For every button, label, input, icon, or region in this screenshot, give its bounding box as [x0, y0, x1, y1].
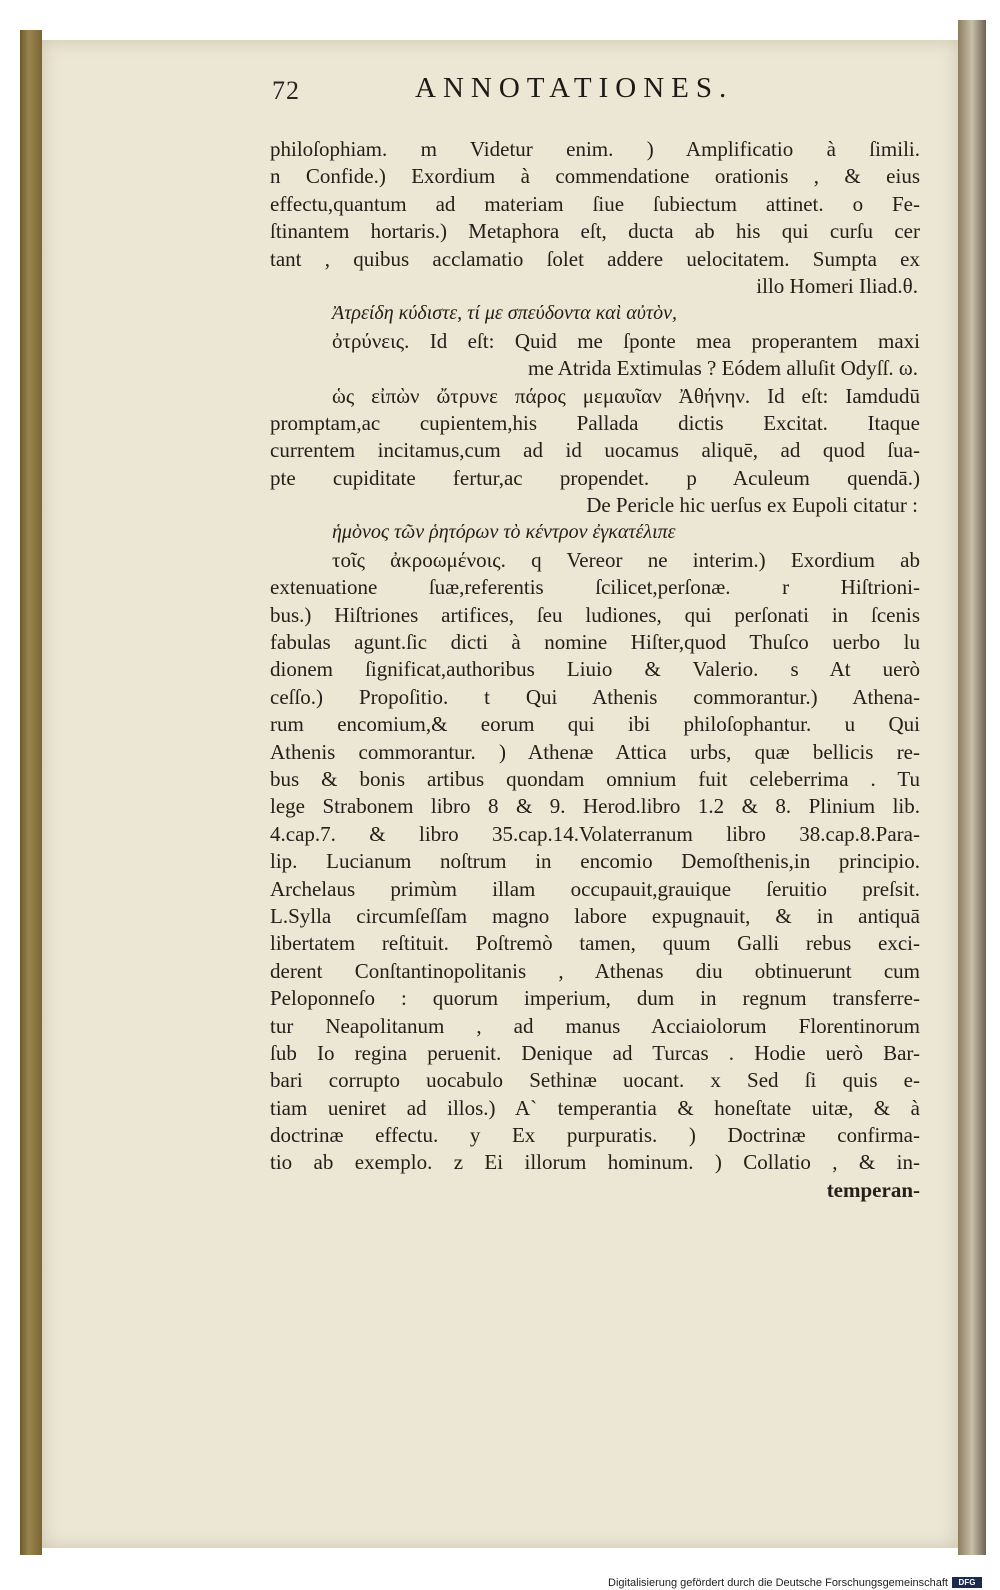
text-line: n Confide.) Exordium à commendatione orationis , & eius	[270, 164, 920, 189]
text-line: tur Neapolitanum , ad manus Acciaiolorum Florentinorum	[270, 1013, 920, 1038]
text-line: promptam,ac cupientem,his Pallada dictis Excitat. Itaque	[270, 410, 920, 435]
text-line: dionem ſignificat,authoribus Liuio & Valerio. s At uerò	[270, 657, 920, 682]
text-line: L.Sylla circumſeſſam magno labore expugnauit, & in antiquā	[270, 903, 920, 928]
book-edge-right	[958, 20, 986, 1555]
text-line: libertatem reſtituit. Poſtremò tamen, quum Galli rebus exci-	[270, 931, 920, 956]
text-line: philoſophiam. m Videtur enim. ) Amplificatio à ſimili.	[270, 137, 920, 161]
page-number: 72	[272, 76, 300, 105]
catchword: temperan-	[826, 1177, 920, 1202]
text-line: me Atrida Extimulas ? Eódem alluſit Odyſſ. ω.	[527, 356, 918, 381]
text-line: Ἀτρείδη κύδιστε, τί με σπεύδοντα καὶ αὐτὸν,	[332, 302, 677, 325]
text-line: ceſſo.) Propoſitio. t Qui Athenis commorantur.) Athena-	[270, 684, 920, 709]
text-line: pte cupiditate fertur,ac propendet. p Aculeum quendā.)	[270, 465, 920, 490]
text-line: Archelaus primùm illam occupauit,grauique ſeruitio preſsit.	[270, 876, 920, 901]
text-line: De Pericle hic uerſus ex Eupoli citatur :	[586, 493, 918, 518]
footer-credit: Digitalisierung gefördert durch die Deutsche Forschungsgemeinschaft	[608, 1577, 948, 1589]
text-line: illo Homeri Iliad.θ.	[756, 273, 918, 298]
text-line: tiam ueniret ad illos.) A` temperantia & honeſtate uitæ, & à	[270, 1095, 920, 1120]
text-line: lege Strabonem libro 8 & 9. Herod.libro 1.2 & 8. Plinium lib.	[270, 794, 920, 819]
text-line: lip. Lucianum noſtrum in encomio Demoſthenis,in principio.	[270, 849, 920, 874]
text-line: derent Conſtantinopolitanis , Athenas diu obtinuerunt cum	[270, 958, 920, 983]
text-line: fabulas agunt.ſic dicti à nomine Hiſter,quod Thuſco uerbo lu	[270, 630, 920, 655]
text-block	[270, 136, 920, 1204]
running-title: ANNOTATIONES.	[415, 72, 734, 104]
text-line: ſtinantem hortaris.) Metaphora eſt, ducta ab his qui curſu cer	[270, 219, 920, 244]
book-edge-left	[20, 30, 42, 1555]
text-line: currentem incitamus,cum ad id uocamus aliquē, ad quod ſua-	[270, 438, 920, 463]
text-line: bus & bonis artibus quondam omnium fuit celeberrima . Tu	[270, 766, 920, 791]
text-line: rum encomium,& eorum qui ibi philoſophantur. u Qui	[270, 712, 920, 737]
text-line: tio ab exemplo. z Ei illorum hominum. ) Collatio , & in-	[270, 1150, 920, 1175]
text-line: τοῖς ἀκροωμένοις. q Vereor ne interim.) Exordium ab	[332, 547, 920, 572]
text-line: doctrinæ effectu. y Ex purpuratis. ) Doctrinæ confirma-	[270, 1123, 920, 1148]
text-line: ὀτρύνεις. Id eſt: Quid me ſponte mea properantem maxi	[332, 328, 920, 353]
text-line: bari corrupto uocabulo Sethinæ uocant. x Sed ſi quis e-	[270, 1068, 920, 1093]
text-line: ἡμὸνος τῶν ῥητόρων τὸ κέντρον ἐγκατέλιπε	[332, 521, 676, 544]
dfg-logo: DFG	[952, 1577, 982, 1588]
text-line: ſub Io regina peruenit. Denique ad Turcas . Hodie uerò Bar-	[270, 1040, 920, 1065]
text-line: effectu,quantum ad materiam ſiue ſubiectum attinet. o Fe-	[270, 191, 920, 216]
text-line: bus.) Hiſtriones artifices, ſeu ludiones, qui perſonati in ſcenis	[270, 602, 920, 627]
text-line: tant , quibus acclamatio ſolet addere uelocitatem. Sumpta ex	[270, 246, 920, 271]
text-line: Athenis commorantur. ) Athenæ Attica urbs, quæ bellicis re-	[270, 739, 920, 764]
digitization-footer	[0, 1576, 1000, 1590]
page-header	[230, 68, 790, 108]
text-line: Peloponneſo : quorum imperium, dum in regnum transferre-	[270, 986, 920, 1011]
text-line: ὡς εἰπὼν ὤτρυνε πάρος μεμαυῖαν Ἀθήνην. Id eſt: Iamdudū	[332, 383, 920, 408]
text-line: 4.cap.7. & libro 35.cap.14.Volaterranum libro 38.cap.8.Para-	[270, 821, 920, 846]
text-line: extenuatione ſuæ,referentis ſcilicet,perſonæ. r Hiſtrioni-	[270, 575, 920, 600]
